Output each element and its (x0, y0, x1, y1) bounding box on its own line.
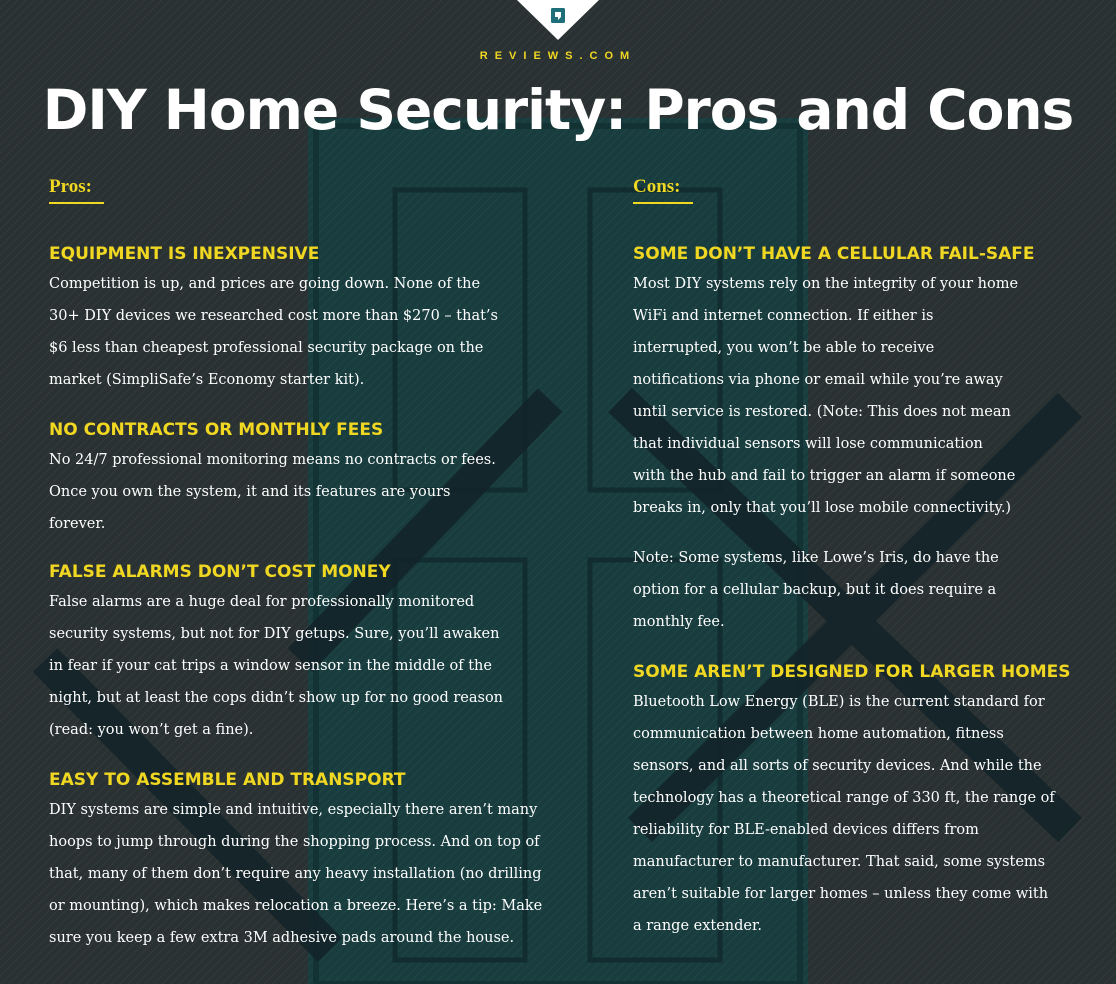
pro-item-title: EQUIPMENT IS INEXPENSIVE (49, 244, 320, 264)
con-item-note: Note: Some systems, like Lowe’s Iris, do have the option for a cellular backup, but it does require a monthly fee. (633, 550, 999, 630)
pros-column (49, 172, 569, 954)
pro-item-text: False alarms are a huge deal for professionally monitored security systems, but not for DIY getups. Sure, you’ll awaken in fear if your cat trips a window sensor in the middle of the night, but at least the cops didn’t show up for no good reason (read: you won’t get a fine). (49, 594, 504, 738)
pro-item-title: FALSE ALARMS DON’T COST MONEY (49, 562, 391, 582)
cons-heading: Cons: (633, 172, 693, 204)
brand-name: REVIEWS.COM (479, 50, 637, 62)
pro-item-text: No 24/7 professional monitoring means no contracts or fees. Once you own the system, it and its features are yours forever. (49, 452, 496, 532)
pros-heading: Pros: (49, 172, 104, 204)
con-item-text: Bluetooth Low Energy (BLE) is the current standard for communication between home automation, fitness sensors, and all sorts of security devices. And while the technology has a theoretical range of 330 ft, the range of reliability for BLE-enabled devices differs from manufacturer to manufacturer. That said, some systems aren’t suitable for larger homes – unless they come with a range extender. (633, 694, 1055, 934)
con-item-title: SOME DON’T HAVE A CELLULAR FAIL-SAFE (633, 244, 1035, 264)
cons-column (633, 172, 1093, 942)
con-item-title: SOME AREN’T DESIGNED FOR LARGER HOMES (633, 662, 1071, 682)
con-item-text: Most DIY systems rely on the integrity of your home WiFi and internet connection. If either is interrupted, you won’t be able to receive notifications via phone or email while you’re away until service is restored. (Note: This does not mean that individual sensors will lose communication with the hub and fail to trigger an alarm if someone breaks in, only that you’ll lose mobile connectivity.) (633, 276, 1019, 516)
pro-item-title: EASY TO ASSEMBLE AND TRANSPORT (49, 770, 406, 790)
reviews-logo-icon (517, 0, 599, 40)
pro-item-text: Competition is up, and prices are going down. None of the 30+ DIY devices we researched cost more than $270 – that’s $6 less than cheapest professional security package on the market (SimpliSafe’s Economy starter kit). (49, 276, 498, 388)
pro-item-text: DIY systems are simple and intuitive, especially there aren’t many hoops to jump through during the shopping process. And on top of that, many of them don’t require any heavy installation (no drilling or mounting), which makes relocation a breeze. Here’s a tip: Make sure you keep a few extra 3M adhesive pads around the house. (49, 802, 543, 946)
page-title: DIY Home Security: Pros and Cons (42, 78, 1074, 142)
pro-item-title: NO CONTRACTS OR MONTHLY FEES (49, 420, 384, 440)
